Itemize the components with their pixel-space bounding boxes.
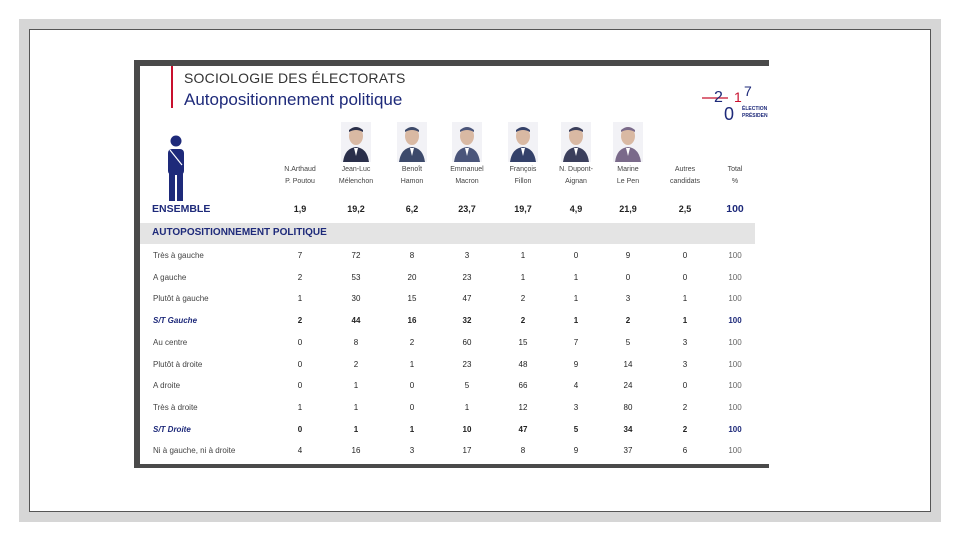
candidate-portrait — [613, 122, 643, 162]
candidate-portrait — [452, 122, 482, 162]
candidate-name — [437, 164, 497, 188]
table-cell: 100 — [728, 359, 742, 369]
ensemble-value: 6,2 — [405, 204, 419, 214]
table-cell: 100 — [728, 294, 742, 304]
page-title: Autopositionnement politique — [184, 90, 403, 109]
table-cell: 3 — [625, 294, 631, 304]
table-cell: 2 — [625, 316, 631, 326]
row-label: Plutôt à gauche — [153, 294, 209, 304]
table-cell: 20 — [407, 272, 417, 282]
table-cell: 1 — [353, 402, 359, 412]
table-cell: 9 — [625, 251, 631, 260]
table-cell: 2 — [520, 294, 526, 304]
table-cell: 37 — [623, 446, 633, 456]
candidate-name-line1: Emmanuel — [450, 166, 484, 173]
table-cell: 0 — [573, 251, 579, 260]
candidate-portrait — [397, 122, 427, 162]
table-row — [140, 354, 755, 375]
table-cell: 3 — [682, 337, 688, 347]
ensemble-value: 21,9 — [619, 204, 637, 214]
candidate-name-line1: Marine — [617, 166, 639, 173]
table-cell: 8 — [409, 251, 415, 260]
section-title: AUTOPOSITIONNEMENT POLITIQUE — [152, 227, 327, 238]
candidate-name-line1: Jean-Luc — [341, 166, 371, 173]
image-border-bottom — [134, 464, 769, 468]
candidate-portrait — [561, 122, 591, 162]
table-cell: 2 — [297, 272, 303, 282]
table-cell: 1 — [297, 402, 303, 412]
row-label: Ni à gauche, ni à droite — [153, 446, 236, 456]
table-cell: 2 — [297, 316, 303, 326]
row-label: A droite — [153, 381, 181, 391]
table-cell: 100 — [728, 337, 742, 347]
candidate-name — [705, 164, 765, 188]
table-cell: 0 — [297, 359, 303, 369]
logo-year-0: 0 — [724, 104, 735, 124]
row-label: A gauche — [153, 272, 187, 282]
table-cell: 2 — [409, 337, 415, 347]
table-cell: 0 — [682, 381, 688, 391]
table-cell: 100 — [728, 251, 742, 260]
table-row — [140, 288, 755, 309]
candidate-name — [382, 164, 442, 188]
section-header-band — [140, 223, 755, 244]
table-cell: 1 — [573, 316, 579, 326]
table-cell: 23 — [462, 272, 472, 282]
table-cell: 100 — [728, 316, 742, 326]
table-cell: 15 — [518, 337, 528, 347]
table-cell: 12 — [518, 402, 528, 412]
table-cell: 1 — [464, 402, 470, 412]
table-cell: 0 — [409, 381, 415, 391]
table-cell: 7 — [573, 337, 579, 347]
candidate-name-line2: Aignan — [565, 178, 587, 185]
subtotal-row — [140, 310, 755, 331]
ensemble-value: 4,9 — [569, 204, 583, 214]
table-cell: 0 — [682, 251, 688, 260]
candidate-name — [326, 164, 386, 188]
row-label: S/T Droite — [153, 424, 191, 434]
candidate-name-line2: Macron — [455, 178, 479, 185]
table-cell: 3 — [464, 251, 470, 260]
voter-icon — [163, 135, 189, 203]
table-cell: 2 — [520, 316, 526, 326]
table-cell: 1 — [682, 316, 688, 326]
candidate-name — [270, 164, 330, 188]
table-cell: 0 — [297, 337, 303, 347]
table-row — [140, 245, 755, 266]
logo-year-20: 2 — [714, 89, 723, 106]
table-cell: 9 — [573, 446, 579, 456]
table-cell: 100 — [728, 402, 742, 412]
table-cell: 10 — [462, 424, 472, 434]
table-cell: 1 — [682, 294, 688, 304]
table-row — [140, 440, 755, 461]
table-cell: 53 — [351, 272, 361, 282]
candidate-portrait — [341, 122, 371, 162]
candidate-name-line2: Fillon — [514, 178, 532, 185]
embedded-table-image — [134, 60, 769, 468]
logo-line1: ÉLECTION — [742, 106, 768, 112]
table-cell: 44 — [351, 316, 361, 326]
table-cell: 2 — [682, 402, 688, 412]
table-cell: 1 — [409, 359, 415, 369]
table-cell: 4 — [297, 446, 303, 456]
logo-year-1: 1 — [734, 89, 742, 105]
candidate-name-line1: N.Arthaud — [284, 166, 316, 173]
table-cell: 100 — [728, 446, 742, 456]
candidate-name-line2: Hamon — [400, 178, 424, 185]
candidate-name-line2: P. Poutou — [285, 178, 315, 185]
table-cell: 1 — [520, 272, 526, 282]
table-cell: 1 — [520, 251, 526, 260]
candidate-name-line1: N. Dupont- — [559, 166, 593, 173]
table-cell: 30 — [351, 294, 361, 304]
ensemble-value: 19,7 — [514, 204, 532, 214]
table-cell: 9 — [573, 359, 579, 369]
table-cell: 2 — [682, 424, 688, 434]
candidate-name-line1: Total — [727, 166, 743, 173]
candidate-name-line1: Autres — [674, 166, 696, 173]
table-cell: 1 — [353, 424, 359, 434]
candidate-name-line1: Benoît — [401, 166, 423, 173]
table-cell: 72 — [351, 251, 361, 260]
candidate-name-line1: François — [509, 166, 537, 173]
table-cell: 0 — [297, 381, 303, 391]
table-cell: 3 — [409, 446, 415, 456]
table-row — [140, 397, 755, 418]
table-cell: 80 — [623, 402, 633, 412]
table-cell: 0 — [682, 272, 688, 282]
table-cell: 5 — [573, 424, 579, 434]
table-cell: 6 — [682, 446, 688, 456]
candidate-name-line2: Le Pen — [616, 178, 640, 185]
ensemble-label: ENSEMBLE — [152, 203, 211, 215]
title-accent-bar — [171, 66, 173, 108]
logo-year-7: 7 — [744, 83, 752, 99]
table-cell: 1 — [297, 294, 303, 304]
section-kicker: SOCIOLOGIE DES ÉLECTORATS — [184, 70, 406, 86]
row-label: Très à gauche — [153, 251, 204, 260]
table-cell: 34 — [623, 424, 633, 434]
table-cell: 15 — [407, 294, 417, 304]
table-row — [140, 375, 755, 396]
ensemble-value: 100 — [726, 203, 744, 215]
candidate-name-line2: % — [731, 178, 739, 185]
table-cell: 8 — [520, 446, 526, 456]
table-cell: 60 — [462, 337, 472, 347]
table-cell: 66 — [518, 381, 528, 391]
candidate-name-line2: candidats — [670, 178, 700, 185]
table-cell: 5 — [625, 337, 631, 347]
image-border-top — [134, 60, 769, 66]
ensemble-value: 1,9 — [293, 204, 307, 214]
row-label: Au centre — [153, 337, 188, 347]
table-cell: 16 — [407, 316, 417, 326]
table-cell: 4 — [573, 381, 579, 391]
logo-line2: PRÉSIDEN — [742, 113, 768, 119]
table-cell: 0 — [297, 424, 303, 434]
table-cell: 1 — [409, 424, 415, 434]
table-cell: 47 — [462, 294, 472, 304]
table-cell: 1 — [353, 381, 359, 391]
ensemble-value: 23,7 — [458, 204, 476, 214]
ensemble-value: 19,2 — [347, 204, 365, 214]
table-cell: 8 — [353, 337, 359, 347]
table-cell: 23 — [462, 359, 472, 369]
table-cell: 32 — [462, 316, 472, 326]
table-cell: 16 — [351, 446, 361, 456]
candidate-name-line2: Mélenchon — [338, 178, 374, 185]
candidate-name — [493, 164, 553, 188]
candidate-portrait — [508, 122, 538, 162]
table-cell: 17 — [462, 446, 472, 456]
table-cell: 1 — [573, 272, 579, 282]
subtotal-row — [140, 419, 755, 440]
table-row — [140, 267, 755, 288]
ensemble-value: 2,5 — [678, 204, 692, 214]
table-cell: 48 — [518, 359, 528, 369]
table-row — [140, 332, 755, 353]
table-cell: 3 — [573, 402, 579, 412]
candidate-name — [598, 164, 658, 188]
table-cell: 14 — [623, 359, 633, 369]
table-cell: 7 — [297, 251, 303, 260]
table-cell: 47 — [518, 424, 528, 434]
table-cell: 0 — [625, 272, 631, 282]
table-cell: 5 — [464, 381, 470, 391]
table-cell: 100 — [728, 272, 742, 282]
table-cell: 3 — [682, 359, 688, 369]
table-cell: 100 — [728, 381, 742, 391]
table-cell: 24 — [623, 381, 633, 391]
candidate-name — [546, 164, 606, 188]
row-label: S/T Gauche — [153, 316, 198, 326]
table-cell: 100 — [728, 424, 742, 434]
row-label: Très à droite — [153, 402, 198, 412]
election-logo — [700, 80, 769, 130]
row-label: Plutôt à droite — [153, 359, 203, 369]
table-cell: 2 — [353, 359, 359, 369]
table-cell: 1 — [573, 294, 579, 304]
table-cell: 0 — [409, 402, 415, 412]
